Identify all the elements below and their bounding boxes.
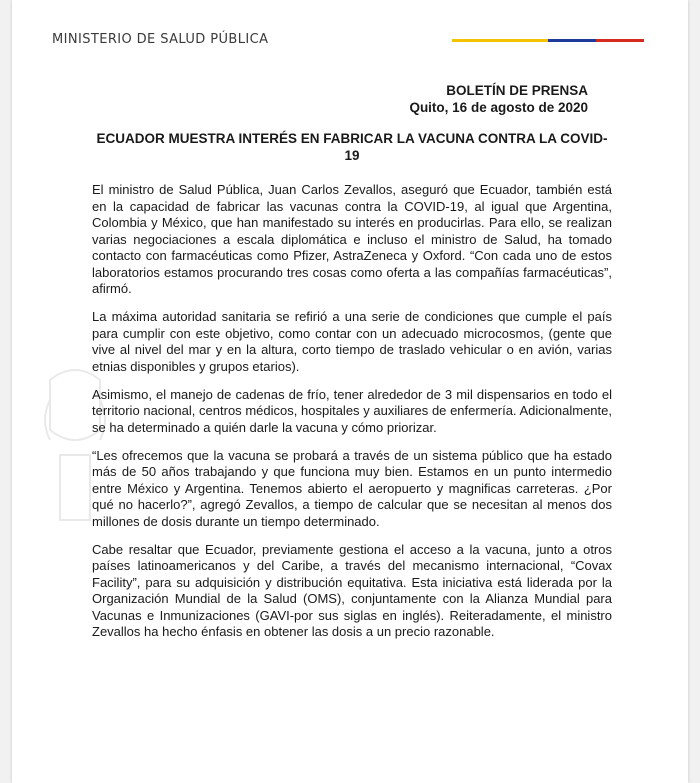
press-release-page <box>12 0 688 783</box>
paragraph: “Les ofrecemos que la vacuna se probará a través de un sistema público que ha estado más de 50 años trabajando y que funciona muy bien. Estamos en un punto intermedio entre México y Argentina. Tenemos abierto el aeropuerto y magnificas carreteras. ¿Por qué no hacerlo?”, agregó Zevallos, a tiempo de calcular que se necesitan al menos dos millones de dosis durante un tiempo determinado. <box>92 447 612 529</box>
article-body <box>92 182 612 652</box>
ministry-logo-text: MINISTERIO DE SALUD PÚBLICA <box>52 32 269 47</box>
paragraph: El ministro de Salud Pública, Juan Carlos Zevallos, aseguró que Ecuador, también está en la capacidad de fabricar las vacunas contra la COVID-19, al igual que Argentina, Colombia y México, que han manifestado su interés en producirlas. Para ello, se realizan varias negociaciones a escala diplomática e incluso el ministro de Salud, ha tomado contacto con farmacéuticas como Pfizer, AstraZeneca y Oxford. “Con cada uno de estos laboratorios estamos procurando tres cosas como oferta a las compañías farmacéuticas”, afirmó. <box>92 182 612 296</box>
flag-stripe-blue <box>548 39 596 42</box>
paragraph: Asimismo, el manejo de cadenas de frío, tener alrededor de 3 mil dispensarios en todo el territorio nacional, centros médicos, hospitales y auxiliares de enfermería. Adicionalmente, se ha determinado a quién darle la vacuna y cómo priorizar. <box>92 386 612 435</box>
flag-color-stripe <box>452 39 644 42</box>
paragraph: Cabe resaltar que Ecuador, previamente gestiona el acceso a la vacuna, junto a otros países latinoamericanos y del Caribe, a través del mecanismo internacional, “Covax Facility”, para su adquisición y distribución equitativa. Esta iniciativa está liderada por la Organización Mundial de la Salud (OMS), conjuntamente con la Alianza Mundial para Vacunas e Inmunizaciones (GAVI-por sus siglas en inglés). Reiteradamente, el ministro Zevallos ha hecho énfasis en obtener las dosis a un precio razonable. <box>92 541 612 639</box>
bulletin-header <box>409 82 588 116</box>
flag-stripe-red <box>596 39 644 42</box>
headline: ECUADOR MUESTRA INTERÉS EN FABRICAR LA VACUNA CONTRA LA COVID-19 <box>96 131 608 163</box>
flag-stripe-yellow <box>452 39 548 42</box>
bulletin-place-date: Quito, 16 de agosto de 2020 <box>409 100 588 115</box>
bulletin-type: BOLETÍN DE PRENSA <box>446 83 588 98</box>
paragraph: La máxima autoridad sanitaria se refirió a una serie de condiciones que cumple el país para cumplir con este objetivo, como contar con un adecuado microcosmos, (gente que vive al nivel del mar y en la altura, corto tiempo de traslado vehicular o en avión, varias etnias disponibles y grupos etarios). <box>92 309 612 374</box>
